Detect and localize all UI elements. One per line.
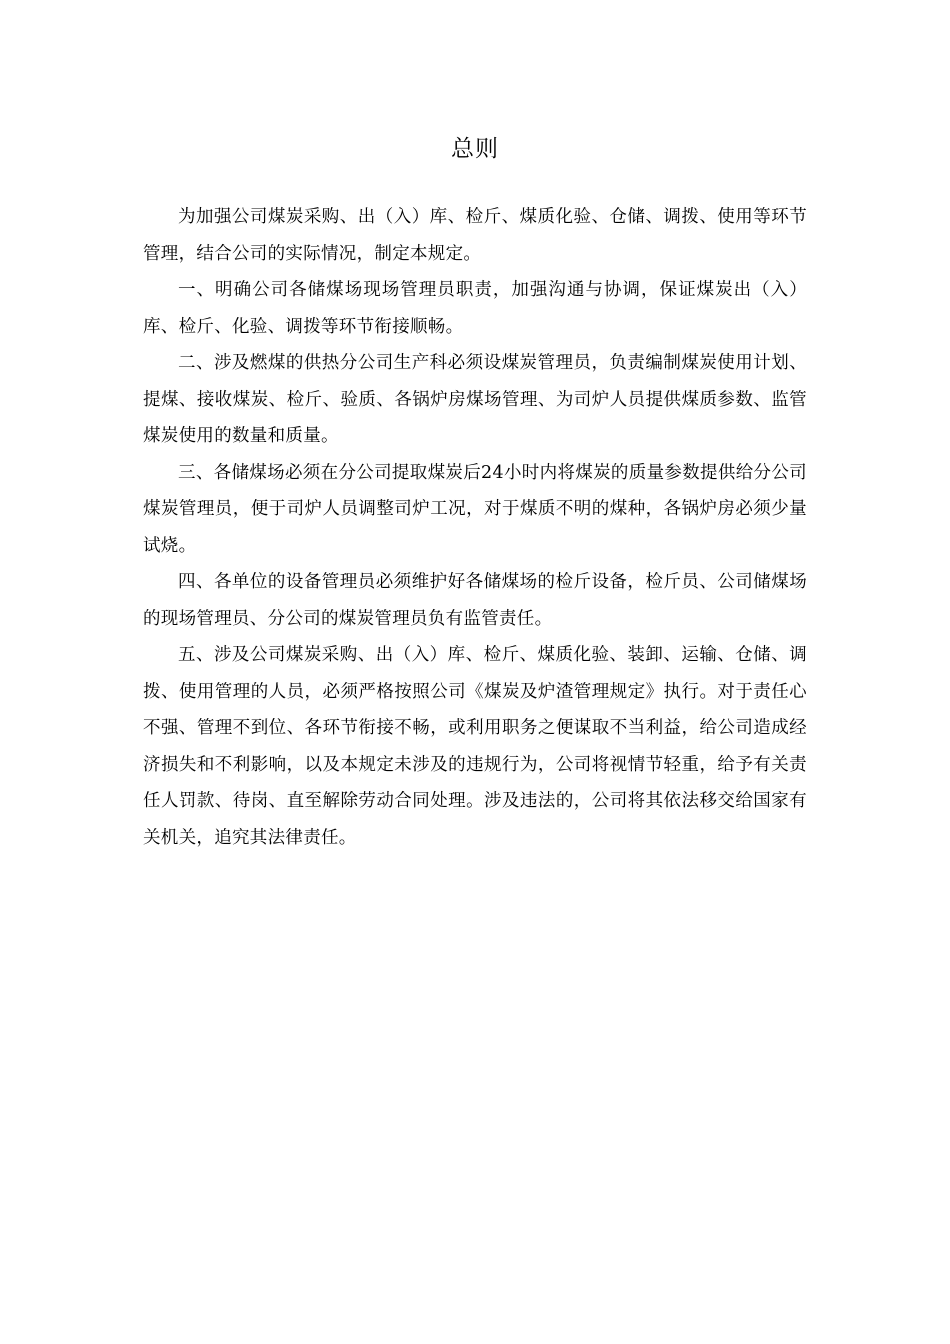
intro-paragraph: 为加强公司煤炭采购、出（入）库、检斤、煤质化验、仓储、调拨、使用等环节管理，结合公司的实际情况，制定本规定。 [143, 207, 807, 264]
clause-4-paragraph: 四、各单位的设备管理员必须维护好各储煤场的检斤设备，检斤员、公司储煤场的现场管理员、分公司的煤炭管理员负有监管责任。 [143, 572, 807, 629]
document-title: 总则 [451, 136, 499, 162]
clause-1-paragraph: 一、明确公司各储煤场现场管理员职责，加强沟通与协调，保证煤炭出（入）库、检斤、化验、调拨等环节衔接顺畅。 [143, 280, 807, 337]
clause-3-paragraph: 三、各储煤场必须在分公司提取煤炭后24小时内将煤炭的质量参数提供给分公司煤炭管理员，便于司炉人员调整司炉工况，对于煤质不明的煤种，各锅炉房必须少量试烧。 [143, 462, 807, 556]
document-body [143, 199, 807, 856]
clause-5-paragraph: 五、涉及公司煤炭采购、出（入）库、检斤、煤质化验、装卸、运输、仓储、调拨、使用管理的人员，必须严格按照公司《煤炭及炉渣管理规定》执行。对于责任心不强、管理不到位、各环节衔接不畅，或利用职务之便谋取不当利益，给公司造成经济损失和不利影响，以及本规定未涉及的违规行为，公司将视情节轻重，给予有关责任人罚款、待岗、直至解除劳动合同处理。涉及违法的，公司将其依法移交给国家有关机关，追究其法律责任。 [143, 645, 807, 848]
clause-2-paragraph: 二、涉及燃煤的供热分公司生产科必须设煤炭管理员，负责编制煤炭使用计划、提煤、接收煤炭、检斤、验质、各锅炉房煤场管理、为司炉人员提供煤质参数、监管煤炭使用的数量和质量。 [143, 353, 807, 446]
